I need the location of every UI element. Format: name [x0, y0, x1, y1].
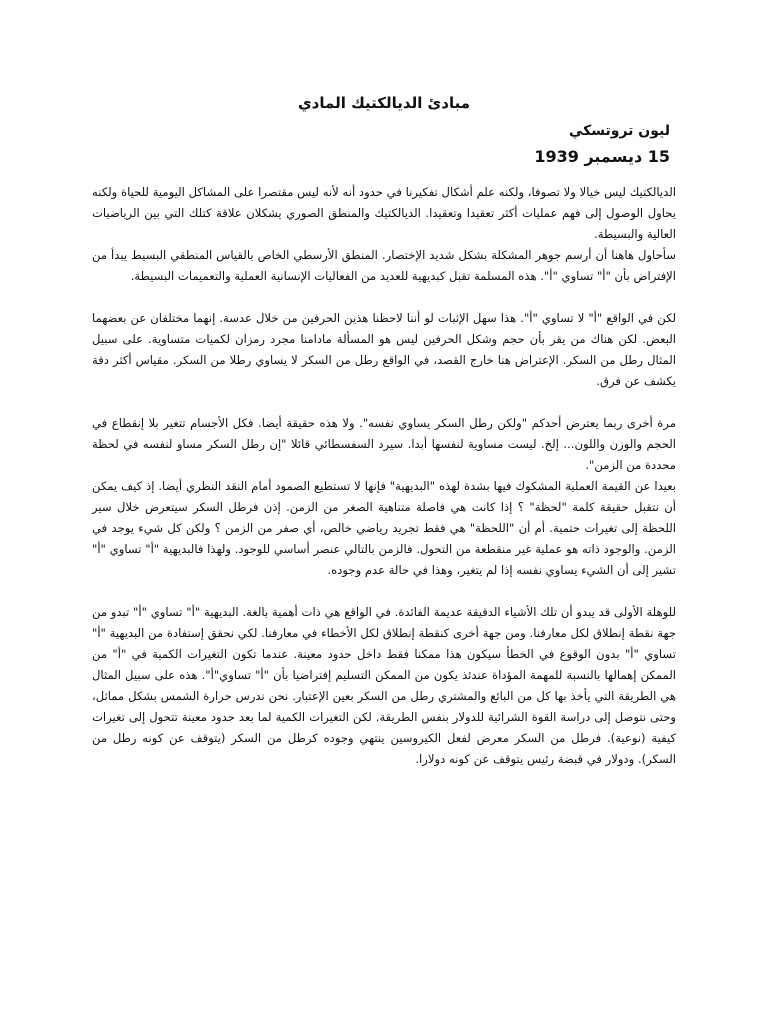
page-title: مبادئ الديالكتيك المادي — [297, 94, 471, 112]
paragraph-6: للوهلة الأولى قد يبدو أن تلك الأشياء الدقيقة عديمة الفائدة. في الواقع هي ذات أهمية بالغة. البديهية "أ" تساوي "أ" تبدو من جهة نقطة إنطلاق لكل معارفنا. ومن جهة أخرى كنقطة إنطلاق لكل الأخطاء في معارفنا. لكي نحقق إستفادة من البديهية "أ" تساوي "أ" بدون الوقوع في الخطأ سيكون هذا ممكنا فقط داخل حدود معينة. عندما تكون التغيرات الكمية في "أ" من الممكن إهمالها بالنسبة للمهمة المؤداة عندئذ يكون من الممكن التسليم إفتراضيا بأن "أ" تساوي"أ". هذه على سبيل المثال هي الطريقة التي يأخذ بها كل من البائع والمشتري رطل من السكر بعين الإعتبار. نحن ندرس حرارة الشمس بشكل مماثل، وحتى نتوصل إلى دراسة القوة الشرائية للدولار بنفس الطريقة. لكن التغيرات الكمية لما بعد حدود معينة تتحول إلى تغيرات كيفية (نوعية). فرطل من السكر معرض لفعل الكيروسين ينتهي وجوده كرطل من السكر (يتوقف عن كونه رطل من السكر). ودولار في قبضة رئيس يتوقف عن كونه دولارا. — [92, 605, 676, 766]
paragraph-4: مرة أخرى ربما يعترض أحدكم "ولكن رطل السكر يساوي نفسه". ولا هذه حقيقة أيضا. فكل الأجسام تتغير بلا إنقطاع في الحجم والوزن واللون... إلخ. ليست مساوية لنفسها أبدا. سيرد السفسطائي قائلا "إن رطل السكر مساو لنفسه في لحظة محددة من الزمن". — [92, 416, 676, 472]
document-date: 15 ديسمبر 1939 — [534, 147, 670, 166]
paragraph-5: بعيدا عن القيمة العملية المشكوك فيها بشدة لهذه "البديهية" فإنها لا تستطيع الصمود أمام النقد النظري أيضا. إذ كيف يمكن أن نتقبل حقيقة كلمة "لحظة" ؟ إذا كانت هي فاصلة متناهية الصغر من الزمن. إذن فرطل السكر سيتعرض خلال سير اللحظة إلى تغيرات حتمية. أم أن "اللحظة" هي فقط تجريد رياضي خالص، أي صفر من الزمن ؟ ولكن كل شيء يوجد في الزمن. والوجود ذاته هو عملية غير منقطعة من التحول. فالزمن بالتالي عنصر أساسي للوجود. ولهذا فالبديهية "أ" تساوي "أ" تشير إلى أن الشيء يساوي نفسه إذا لم يتغير، وهذا في حالة عدم وجوده. — [92, 479, 676, 577]
author-name: ليون تروتسكي — [568, 123, 670, 139]
article-body — [92, 182, 676, 770]
paragraph-1: الديالكتيك ليس خيالا ولا تصوفا، ولكنه علم أشكال تفكيرنا في حدود أنه لأنه ليس مقتصرا على المشاكل اليومية للحياة ولكنه يحاول الوصول إلى فهم عمليات أكثر تعقيدا وتعقيدا. الديالكتيك والمنطق الصوري يشكلان علاقة كتلك التي بين الرياضيات العالية والبسيطة. — [92, 185, 676, 241]
paragraph-3: لكن في الواقع "أ" لا تساوي "أ". هذا سهل الإثبات لو أننا لاحظنا هذين الحرفين من خلال عدسة. إنهما مختلفان عن بعضهما البعض. لكن هناك من يقر بأن حجم وشكل الحرفين ليس هو المسألة مادامنا مجرد رمزان لكميات متساوية. على سبيل المثال رطل من السكر. الإعتراض هنا خارج القصد، في الواقع رطل من السكر لا يساوي رطلا من السكر. مقياس أكثر دقة يكشف عن فرق. — [92, 311, 676, 388]
paragraph-2: سأحاول هاهنا أن أرسم جوهر المشكلة بشكل شديد الإختصار. المنطق الأرسطي الخاص بالقياس المنطقي البسيط يبدأ من الإفتراض بأن "أ" تساوي "أ". هذه المسلمة تقبل كبديهية للعديد من الفعاليات الإنسانية العملية والتعميمات البسيطة. — [92, 248, 676, 283]
